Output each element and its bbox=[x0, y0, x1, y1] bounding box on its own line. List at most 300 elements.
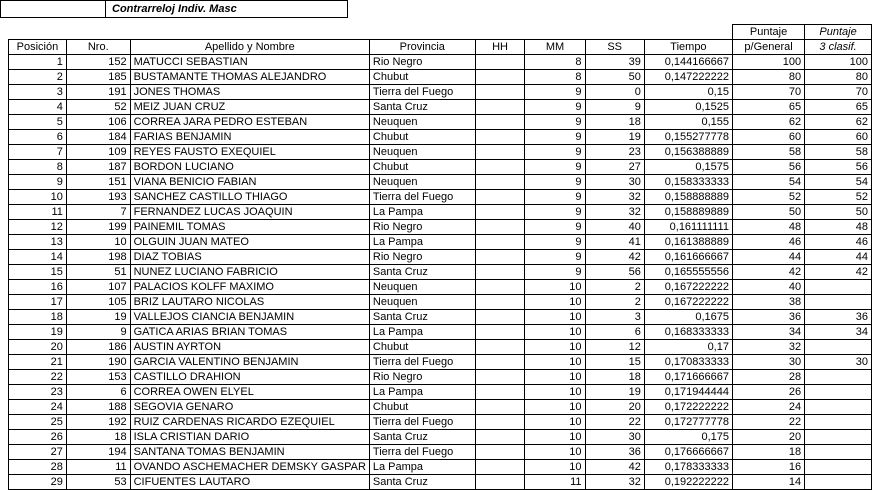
table-row bbox=[9, 265, 872, 280]
cell-nro: 199 bbox=[66, 220, 130, 235]
table-row bbox=[9, 205, 872, 220]
cell-provincia: Neuquen bbox=[369, 145, 475, 160]
cell-nro: 192 bbox=[66, 415, 130, 430]
cell-posicion: 29 bbox=[9, 475, 67, 490]
cell-nro: 105 bbox=[66, 295, 130, 310]
cell-mm: 9 bbox=[525, 235, 585, 250]
header-spacer-nombre bbox=[130, 25, 369, 40]
table-row bbox=[9, 115, 872, 130]
cell-nro: 52 bbox=[66, 100, 130, 115]
cell-ss: 40 bbox=[585, 220, 644, 235]
table-row bbox=[9, 400, 872, 415]
cell-tiempo: 0,147222222 bbox=[644, 70, 732, 85]
cell-tiempo: 0,1575 bbox=[644, 160, 732, 175]
cell-provincia: La Pampa bbox=[369, 325, 475, 340]
cell-hh bbox=[475, 460, 525, 475]
cell-mm: 9 bbox=[525, 130, 585, 145]
cell-puntaje-general: 42 bbox=[732, 265, 804, 280]
cell-provincia: Santa Cruz bbox=[369, 475, 475, 490]
cell-puntaje-general: 52 bbox=[732, 190, 804, 205]
header-spacer-nro bbox=[66, 25, 130, 40]
cell-provincia: Santa Cruz bbox=[369, 430, 475, 445]
cell-mm: 10 bbox=[525, 430, 585, 445]
cell-provincia: Rio Negro bbox=[369, 370, 475, 385]
table-row bbox=[9, 55, 872, 70]
cell-puntaje-clasif: 58 bbox=[805, 145, 872, 160]
cell-apellido-nombre: SEGOVIA GENARO bbox=[130, 400, 369, 415]
cell-posicion: 14 bbox=[9, 250, 67, 265]
cell-hh bbox=[475, 235, 525, 250]
cell-posicion: 22 bbox=[9, 370, 67, 385]
cell-apellido-nombre: GATICA ARIAS BRIAN TOMAS bbox=[130, 325, 369, 340]
cell-provincia: Chubut bbox=[369, 130, 475, 145]
cell-tiempo: 0,156388889 bbox=[644, 145, 732, 160]
cell-puntaje-clasif: 65 bbox=[805, 100, 872, 115]
cell-hh bbox=[475, 190, 525, 205]
cell-posicion: 15 bbox=[9, 265, 67, 280]
cell-hh bbox=[475, 175, 525, 190]
cell-puntaje-general: 20 bbox=[732, 430, 804, 445]
cell-tiempo: 0,175 bbox=[644, 430, 732, 445]
cell-puntaje-general: 18 bbox=[732, 445, 804, 460]
table-row bbox=[9, 385, 872, 400]
cell-provincia: Rio Negro bbox=[369, 250, 475, 265]
cell-mm: 10 bbox=[525, 400, 585, 415]
header-spacer-mm bbox=[525, 25, 585, 40]
header-row-top bbox=[9, 25, 872, 40]
cell-posicion: 23 bbox=[9, 385, 67, 400]
cell-ss: 2 bbox=[585, 280, 644, 295]
cell-puntaje-general: 58 bbox=[732, 145, 804, 160]
cell-tiempo: 0,1675 bbox=[644, 310, 732, 325]
header-ss: SS bbox=[585, 40, 644, 55]
cell-hh bbox=[475, 220, 525, 235]
cell-tiempo: 0,158888889 bbox=[644, 190, 732, 205]
header-spacer-hh bbox=[475, 25, 525, 40]
cell-ss: 23 bbox=[585, 145, 644, 160]
cell-hh bbox=[475, 265, 525, 280]
cell-tiempo: 0,168333333 bbox=[644, 325, 732, 340]
table-row bbox=[9, 430, 872, 445]
cell-apellido-nombre: SANTANA TOMAS BENJAMIN bbox=[130, 445, 369, 460]
cell-puntaje-clasif bbox=[805, 340, 872, 355]
cell-posicion: 18 bbox=[9, 310, 67, 325]
cell-mm: 8 bbox=[525, 55, 585, 70]
cell-puntaje-general: 16 bbox=[732, 460, 804, 475]
cell-posicion: 10 bbox=[9, 190, 67, 205]
cell-puntaje-general: 38 bbox=[732, 295, 804, 310]
header-spacer-ss bbox=[585, 25, 644, 40]
cell-ss: 20 bbox=[585, 400, 644, 415]
cell-tiempo: 0,178333333 bbox=[644, 460, 732, 475]
cell-apellido-nombre: NUNEZ LUCIANO FABRICIO bbox=[130, 265, 369, 280]
cell-mm: 10 bbox=[525, 280, 585, 295]
cell-puntaje-clasif bbox=[805, 460, 872, 475]
cell-puntaje-clasif bbox=[805, 430, 872, 445]
table-body bbox=[9, 55, 872, 490]
cell-provincia: Santa Cruz bbox=[369, 100, 475, 115]
cell-posicion: 9 bbox=[9, 175, 67, 190]
table-row bbox=[9, 70, 872, 85]
table-row bbox=[9, 235, 872, 250]
cell-nro: 51 bbox=[66, 265, 130, 280]
cell-posicion: 25 bbox=[9, 415, 67, 430]
cell-apellido-nombre: OVANDO ASCHEMACHER DEMSKY GASPAR bbox=[130, 460, 369, 475]
cell-hh bbox=[475, 340, 525, 355]
cell-hh bbox=[475, 370, 525, 385]
cell-ss: 22 bbox=[585, 415, 644, 430]
cell-apellido-nombre: AUSTIN AYRTON bbox=[130, 340, 369, 355]
cell-ss: 27 bbox=[585, 160, 644, 175]
table-row bbox=[9, 325, 872, 340]
header-provincia: Provincia bbox=[369, 40, 475, 55]
header-apellido-nombre: Apellido y Nombre bbox=[130, 40, 369, 55]
cell-mm: 10 bbox=[525, 415, 585, 430]
cell-apellido-nombre: OLGUIN JUAN MATEO bbox=[130, 235, 369, 250]
cell-ss: 0 bbox=[585, 85, 644, 100]
cell-hh bbox=[475, 160, 525, 175]
cell-ss: 36 bbox=[585, 445, 644, 460]
table-row bbox=[9, 445, 872, 460]
cell-tiempo: 0,17 bbox=[644, 340, 732, 355]
cell-mm: 8 bbox=[525, 70, 585, 85]
table-row bbox=[9, 220, 872, 235]
cell-puntaje-general: 65 bbox=[732, 100, 804, 115]
cell-mm: 10 bbox=[525, 355, 585, 370]
cell-ss: 32 bbox=[585, 205, 644, 220]
cell-mm: 9 bbox=[525, 265, 585, 280]
cell-apellido-nombre: MATUCCI SEBASTIAN bbox=[130, 55, 369, 70]
cell-tiempo: 0,15 bbox=[644, 85, 732, 100]
document-title: Contrarreloj Indiv. Masc bbox=[105, 0, 348, 18]
cell-puntaje-general: 50 bbox=[732, 205, 804, 220]
cell-ss: 30 bbox=[585, 430, 644, 445]
header-spacer-tiempo bbox=[644, 25, 732, 40]
cell-puntaje-general: 40 bbox=[732, 280, 804, 295]
cell-mm: 9 bbox=[525, 220, 585, 235]
cell-nro: 6 bbox=[66, 385, 130, 400]
cell-mm: 9 bbox=[525, 85, 585, 100]
cell-apellido-nombre: BORDON LUCIANO bbox=[130, 160, 369, 175]
cell-apellido-nombre: CORREA OWEN ELYEL bbox=[130, 385, 369, 400]
cell-provincia: Rio Negro bbox=[369, 55, 475, 70]
table-row bbox=[9, 415, 872, 430]
cell-nro: 11 bbox=[66, 460, 130, 475]
cell-mm: 10 bbox=[525, 370, 585, 385]
cell-provincia: Rio Negro bbox=[369, 220, 475, 235]
cell-nro: 151 bbox=[66, 175, 130, 190]
cell-nro: 184 bbox=[66, 130, 130, 145]
cell-tiempo: 0,155 bbox=[644, 115, 732, 130]
cell-apellido-nombre: JONES THOMAS bbox=[130, 85, 369, 100]
cell-provincia: La Pampa bbox=[369, 235, 475, 250]
cell-posicion: 28 bbox=[9, 460, 67, 475]
cell-puntaje-clasif: 52 bbox=[805, 190, 872, 205]
cell-ss: 18 bbox=[585, 370, 644, 385]
table-row bbox=[9, 100, 872, 115]
cell-mm: 11 bbox=[525, 475, 585, 490]
cell-posicion: 3 bbox=[9, 85, 67, 100]
results-table bbox=[8, 24, 872, 490]
cell-apellido-nombre: MEIZ JUAN CRUZ bbox=[130, 100, 369, 115]
cell-apellido-nombre: ISLA CRISTIAN DARIO bbox=[130, 430, 369, 445]
cell-ss: 50 bbox=[585, 70, 644, 85]
cell-puntaje-clasif bbox=[805, 370, 872, 385]
cell-puntaje-general: 26 bbox=[732, 385, 804, 400]
cell-hh bbox=[475, 205, 525, 220]
cell-ss: 39 bbox=[585, 55, 644, 70]
table-row bbox=[9, 145, 872, 160]
cell-provincia: Tierra del Fuego bbox=[369, 445, 475, 460]
cell-ss: 32 bbox=[585, 190, 644, 205]
cell-hh bbox=[475, 295, 525, 310]
cell-puntaje-general: 30 bbox=[732, 355, 804, 370]
cell-mm: 9 bbox=[525, 160, 585, 175]
cell-puntaje-clasif bbox=[805, 400, 872, 415]
cell-nro: 152 bbox=[66, 55, 130, 70]
cell-hh bbox=[475, 100, 525, 115]
cell-provincia: Neuquen bbox=[369, 175, 475, 190]
cell-provincia: Neuquen bbox=[369, 280, 475, 295]
header-posicion: Posición bbox=[9, 40, 67, 55]
table-row bbox=[9, 460, 872, 475]
cell-provincia: Tierra del Fuego bbox=[369, 355, 475, 370]
cell-mm: 9 bbox=[525, 250, 585, 265]
cell-nro: 106 bbox=[66, 115, 130, 130]
cell-hh bbox=[475, 85, 525, 100]
cell-ss: 18 bbox=[585, 115, 644, 130]
cell-ss: 19 bbox=[585, 385, 644, 400]
cell-mm: 10 bbox=[525, 325, 585, 340]
cell-puntaje-clasif bbox=[805, 295, 872, 310]
cell-puntaje-clasif: 46 bbox=[805, 235, 872, 250]
cell-nro: 187 bbox=[66, 160, 130, 175]
cell-ss: 19 bbox=[585, 130, 644, 145]
cell-hh bbox=[475, 250, 525, 265]
cell-ss: 56 bbox=[585, 265, 644, 280]
cell-tiempo: 0,158333333 bbox=[644, 175, 732, 190]
cell-provincia: Neuquen bbox=[369, 115, 475, 130]
cell-puntaje-general: 36 bbox=[732, 310, 804, 325]
cell-tiempo: 0,192222222 bbox=[644, 475, 732, 490]
cell-posicion: 16 bbox=[9, 280, 67, 295]
cell-tiempo: 0,155277778 bbox=[644, 130, 732, 145]
cell-puntaje-general: 60 bbox=[732, 130, 804, 145]
cell-puntaje-clasif bbox=[805, 445, 872, 460]
cell-nro: 7 bbox=[66, 205, 130, 220]
cell-tiempo: 0,167222222 bbox=[644, 295, 732, 310]
cell-puntaje-clasif: 54 bbox=[805, 175, 872, 190]
cell-tiempo: 0,171944444 bbox=[644, 385, 732, 400]
cell-tiempo: 0,172222222 bbox=[644, 400, 732, 415]
cell-puntaje-general: 22 bbox=[732, 415, 804, 430]
cell-puntaje-general: 24 bbox=[732, 400, 804, 415]
cell-tiempo: 0,165555556 bbox=[644, 265, 732, 280]
cell-hh bbox=[475, 430, 525, 445]
table-row bbox=[9, 295, 872, 310]
cell-posicion: 13 bbox=[9, 235, 67, 250]
table-row bbox=[9, 370, 872, 385]
cell-mm: 10 bbox=[525, 385, 585, 400]
cell-puntaje-clasif bbox=[805, 475, 872, 490]
cell-provincia: Neuquen bbox=[369, 295, 475, 310]
cell-puntaje-clasif: 34 bbox=[805, 325, 872, 340]
table-row bbox=[9, 475, 872, 490]
table-row bbox=[9, 310, 872, 325]
cell-mm: 9 bbox=[525, 100, 585, 115]
cell-puntaje-clasif: 42 bbox=[805, 265, 872, 280]
cell-hh bbox=[475, 355, 525, 370]
cell-ss: 12 bbox=[585, 340, 644, 355]
cell-mm: 10 bbox=[525, 340, 585, 355]
cell-tiempo: 0,172777778 bbox=[644, 415, 732, 430]
cell-puntaje-general: 62 bbox=[732, 115, 804, 130]
cell-puntaje-general: 32 bbox=[732, 340, 804, 355]
cell-hh bbox=[475, 310, 525, 325]
cell-nro: 10 bbox=[66, 235, 130, 250]
cell-posicion: 19 bbox=[9, 325, 67, 340]
cell-puntaje-clasif: 62 bbox=[805, 115, 872, 130]
cell-apellido-nombre: PALACIOS KOLFF MAXIMO bbox=[130, 280, 369, 295]
cell-tiempo: 0,144166667 bbox=[644, 55, 732, 70]
cell-mm: 10 bbox=[525, 460, 585, 475]
table-row bbox=[9, 85, 872, 100]
cell-puntaje-clasif: 70 bbox=[805, 85, 872, 100]
cell-tiempo: 0,171666667 bbox=[644, 370, 732, 385]
cell-posicion: 24 bbox=[9, 400, 67, 415]
cell-ss: 42 bbox=[585, 460, 644, 475]
cell-puntaje-general: 44 bbox=[732, 250, 804, 265]
cell-posicion: 26 bbox=[9, 430, 67, 445]
title-spacer-cell bbox=[0, 0, 105, 18]
cell-mm: 9 bbox=[525, 190, 585, 205]
cell-ss: 30 bbox=[585, 175, 644, 190]
cell-nro: 186 bbox=[66, 340, 130, 355]
cell-hh bbox=[475, 280, 525, 295]
cell-ss: 15 bbox=[585, 355, 644, 370]
table-row bbox=[9, 355, 872, 370]
title-row bbox=[0, 0, 348, 18]
cell-mm: 10 bbox=[525, 445, 585, 460]
cell-nro: 191 bbox=[66, 85, 130, 100]
cell-hh bbox=[475, 130, 525, 145]
cell-apellido-nombre: CORREA JARA PEDRO ESTEBAN bbox=[130, 115, 369, 130]
cell-provincia: Tierra del Fuego bbox=[369, 415, 475, 430]
table-row bbox=[9, 250, 872, 265]
cell-nro: 193 bbox=[66, 190, 130, 205]
table-row bbox=[9, 280, 872, 295]
cell-hh bbox=[475, 115, 525, 130]
header-puntaje-clasif-line2: 3 clasif. bbox=[805, 40, 872, 55]
cell-mm: 9 bbox=[525, 175, 585, 190]
cell-posicion: 2 bbox=[9, 70, 67, 85]
cell-tiempo: 0,161388889 bbox=[644, 235, 732, 250]
cell-puntaje-clasif: 80 bbox=[805, 70, 872, 85]
header-spacer-provincia bbox=[369, 25, 475, 40]
header-puntaje-general-line1: Puntaje bbox=[732, 25, 804, 40]
cell-hh bbox=[475, 385, 525, 400]
header-mm: MM bbox=[525, 40, 585, 55]
cell-nro: 190 bbox=[66, 355, 130, 370]
cell-tiempo: 0,1525 bbox=[644, 100, 732, 115]
cell-posicion: 11 bbox=[9, 205, 67, 220]
cell-posicion: 17 bbox=[9, 295, 67, 310]
cell-puntaje-general: 14 bbox=[732, 475, 804, 490]
cell-posicion: 7 bbox=[9, 145, 67, 160]
cell-nro: 53 bbox=[66, 475, 130, 490]
cell-ss: 3 bbox=[585, 310, 644, 325]
cell-provincia: Chubut bbox=[369, 400, 475, 415]
cell-ss: 9 bbox=[585, 100, 644, 115]
cell-apellido-nombre: FERNANDEZ LUCAS JOAQUIN bbox=[130, 205, 369, 220]
cell-puntaje-general: 80 bbox=[732, 70, 804, 85]
cell-puntaje-clasif: 60 bbox=[805, 130, 872, 145]
cell-ss: 6 bbox=[585, 325, 644, 340]
cell-provincia: Tierra del Fuego bbox=[369, 85, 475, 100]
cell-nro: 107 bbox=[66, 280, 130, 295]
cell-apellido-nombre: FARIAS BENJAMIN bbox=[130, 130, 369, 145]
cell-provincia: La Pampa bbox=[369, 460, 475, 475]
cell-provincia: La Pampa bbox=[369, 205, 475, 220]
cell-apellido-nombre: BUSTAMANTE THOMAS ALEJANDRO bbox=[130, 70, 369, 85]
cell-posicion: 12 bbox=[9, 220, 67, 235]
cell-posicion: 21 bbox=[9, 355, 67, 370]
cell-apellido-nombre: VALLEJOS CIANCIA BENJAMIN bbox=[130, 310, 369, 325]
cell-posicion: 4 bbox=[9, 100, 67, 115]
cell-puntaje-clasif: 30 bbox=[805, 355, 872, 370]
cell-ss: 2 bbox=[585, 295, 644, 310]
cell-apellido-nombre: PAINEMIL TOMAS bbox=[130, 220, 369, 235]
cell-nro: 153 bbox=[66, 370, 130, 385]
cell-apellido-nombre: VIANA BENICIO FABIAN bbox=[130, 175, 369, 190]
cell-provincia: Chubut bbox=[369, 340, 475, 355]
cell-puntaje-clasif: 100 bbox=[805, 55, 872, 70]
cell-puntaje-general: 46 bbox=[732, 235, 804, 250]
cell-provincia: Santa Cruz bbox=[369, 265, 475, 280]
cell-puntaje-clasif bbox=[805, 385, 872, 400]
cell-apellido-nombre: DIAZ TOBIAS bbox=[130, 250, 369, 265]
cell-nro: 198 bbox=[66, 250, 130, 265]
cell-posicion: 27 bbox=[9, 445, 67, 460]
cell-tiempo: 0,176666667 bbox=[644, 445, 732, 460]
cell-puntaje-clasif: 48 bbox=[805, 220, 872, 235]
cell-apellido-nombre: REYES FAUSTO EXEQUIEL bbox=[130, 145, 369, 160]
cell-puntaje-clasif bbox=[805, 280, 872, 295]
cell-hh bbox=[475, 145, 525, 160]
header-nro: Nro. bbox=[66, 40, 130, 55]
cell-hh bbox=[475, 475, 525, 490]
cell-puntaje-clasif: 50 bbox=[805, 205, 872, 220]
cell-tiempo: 0,161666667 bbox=[644, 250, 732, 265]
table-row bbox=[9, 190, 872, 205]
cell-mm: 10 bbox=[525, 295, 585, 310]
cell-ss: 42 bbox=[585, 250, 644, 265]
header-row-bottom bbox=[9, 40, 872, 55]
cell-provincia: Chubut bbox=[369, 160, 475, 175]
cell-mm: 9 bbox=[525, 205, 585, 220]
table-header bbox=[9, 25, 872, 55]
cell-puntaje-general: 28 bbox=[732, 370, 804, 385]
cell-puntaje-clasif: 44 bbox=[805, 250, 872, 265]
cell-nro: 185 bbox=[66, 70, 130, 85]
cell-tiempo: 0,158889889 bbox=[644, 205, 732, 220]
cell-nro: 18 bbox=[66, 430, 130, 445]
cell-tiempo: 0,161111111 bbox=[644, 220, 732, 235]
cell-nro: 188 bbox=[66, 400, 130, 415]
cell-mm: 9 bbox=[525, 115, 585, 130]
cell-apellido-nombre: RUIZ CARDENAS RICARDO EZEQUIEL bbox=[130, 415, 369, 430]
cell-hh bbox=[475, 415, 525, 430]
